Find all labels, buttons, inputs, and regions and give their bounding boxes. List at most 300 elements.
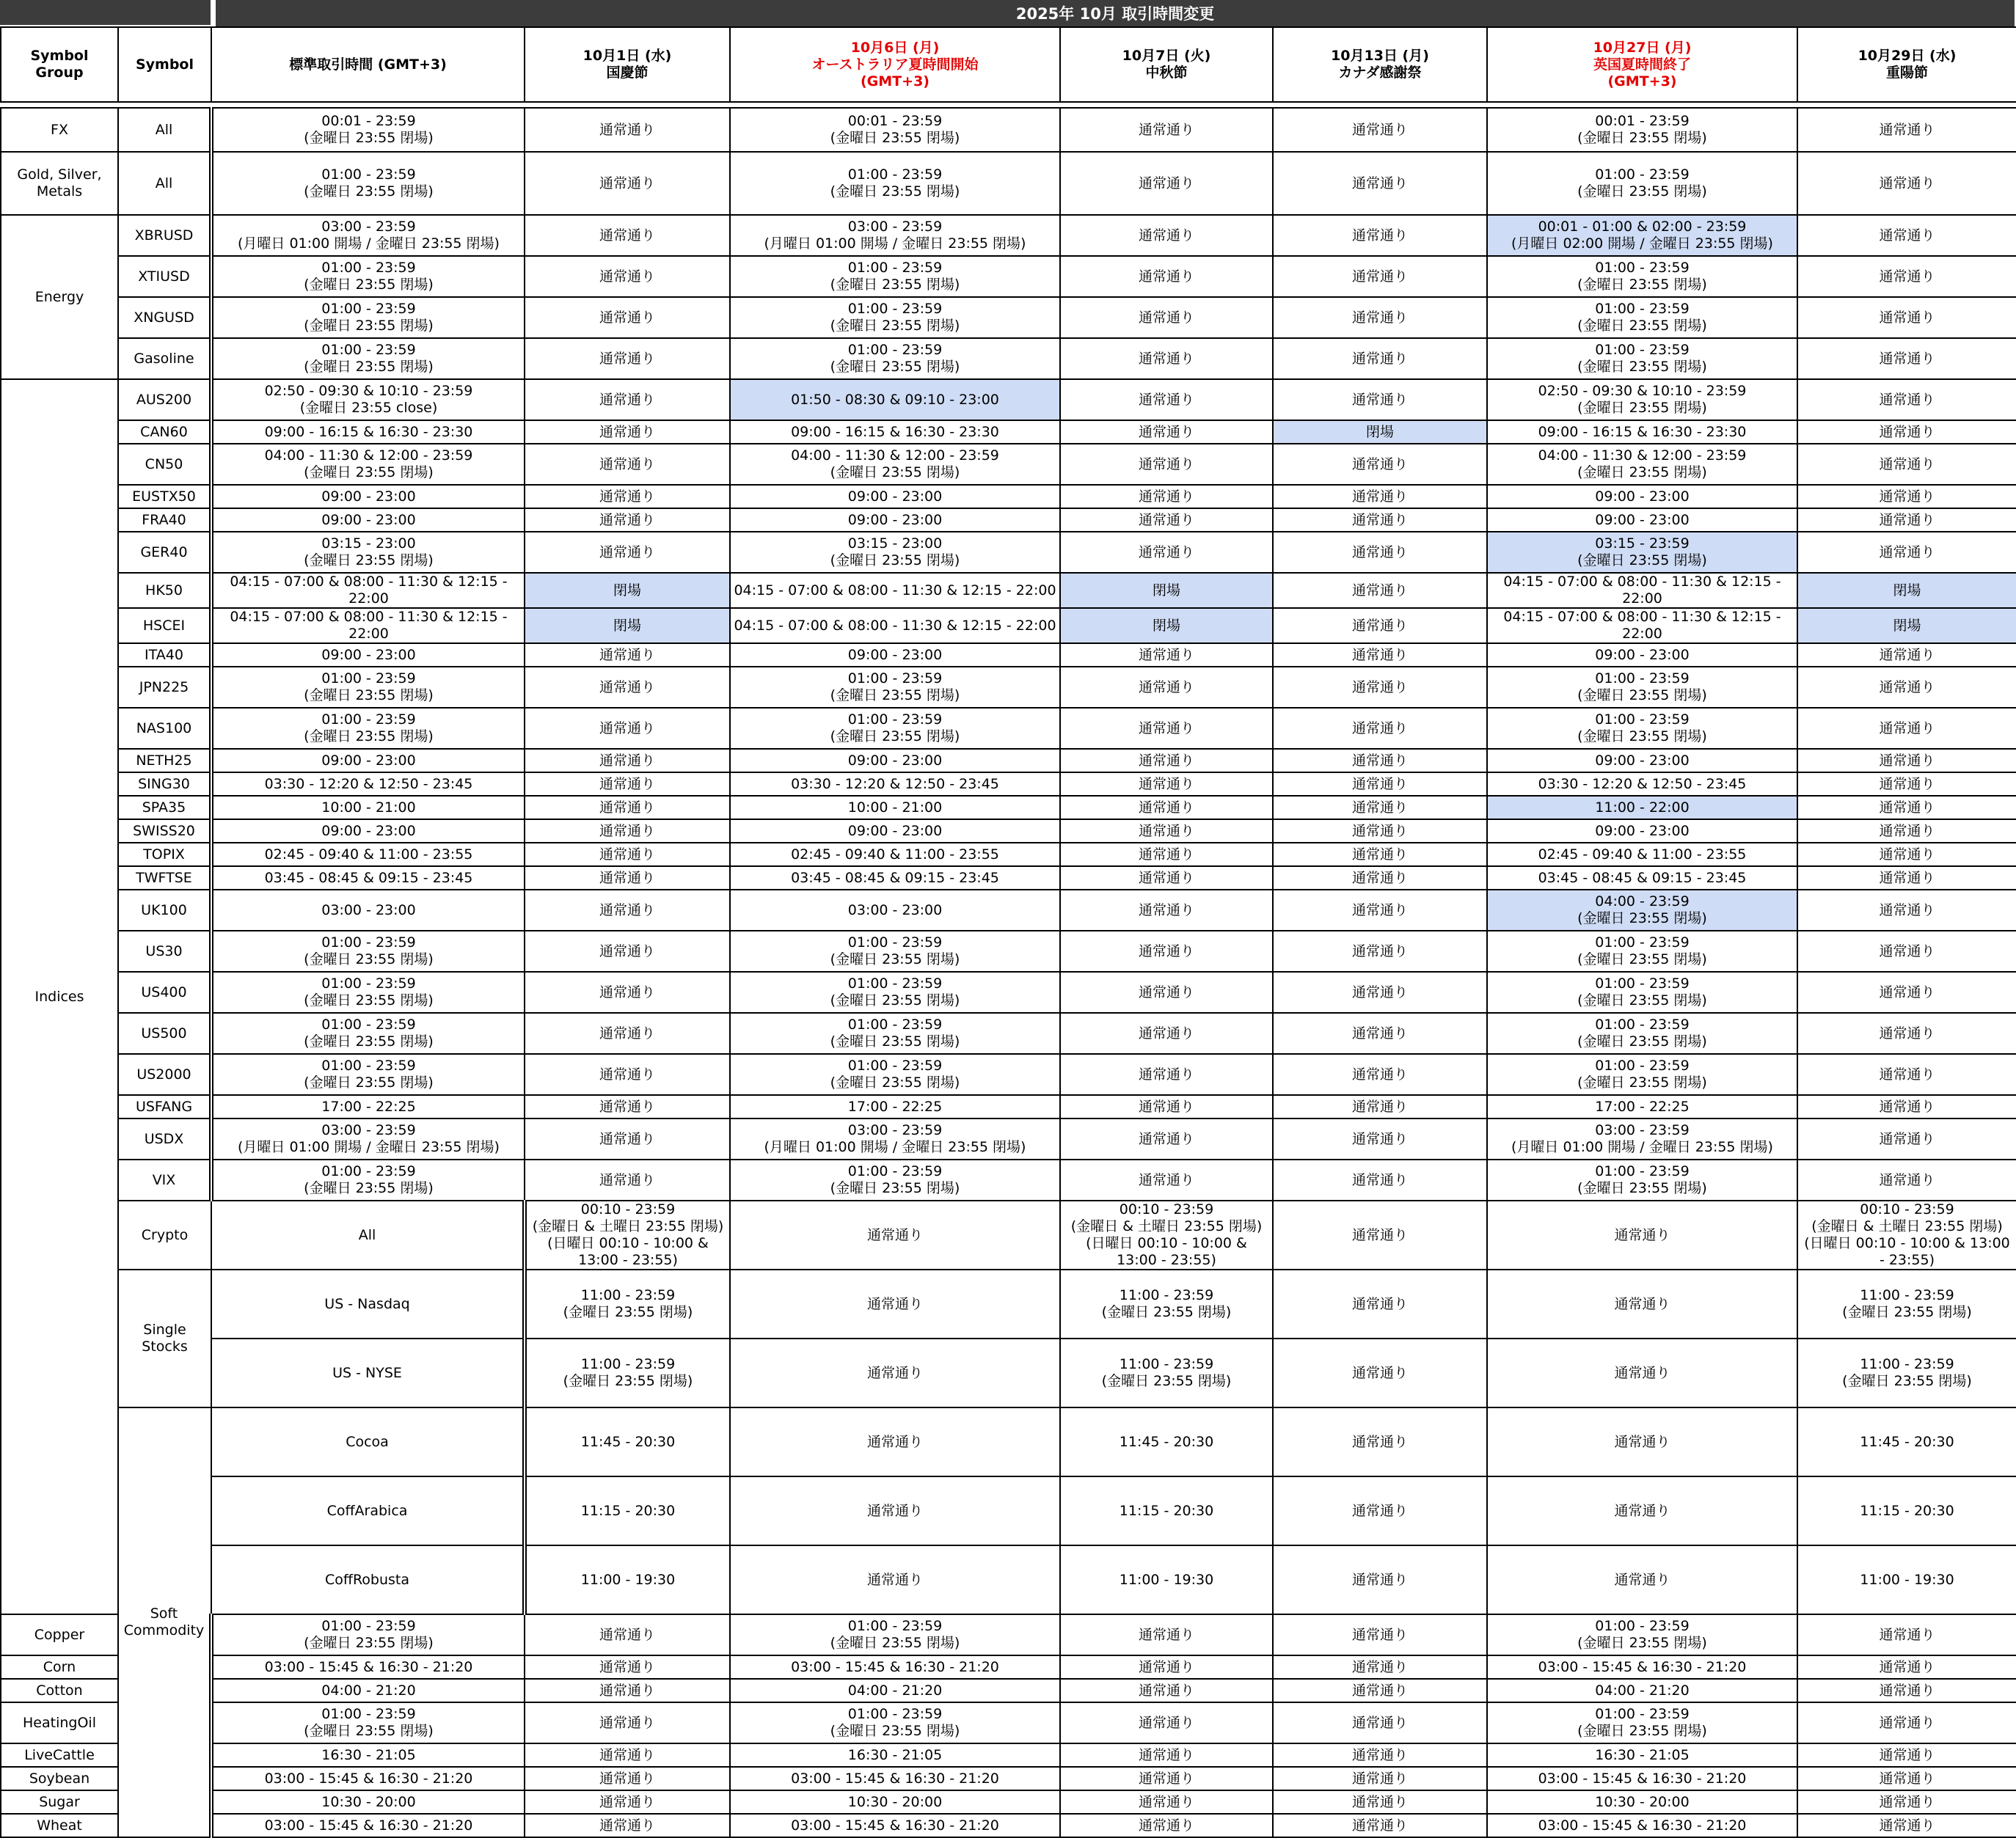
oct1-hours-cell: 通常通り	[525, 972, 730, 1013]
oct7-hours-cell: 通常通り	[1273, 1270, 1487, 1339]
standard-hours-cell: 01:00 - 23:59 (金曜日 23:55 閉場)	[211, 1614, 525, 1655]
oct1-hours-cell: 通常通り	[525, 444, 730, 485]
symbol-group-cell: Indices	[1, 379, 118, 1614]
table-row	[1, 256, 2016, 297]
standard-hours-cell: 11:00 - 23:59 (金曜日 23:55 閉場)	[525, 1339, 730, 1407]
symbol-cell: All	[211, 1201, 525, 1270]
oct29-hours-cell: 閉場	[1797, 573, 2016, 608]
oct1-hours-cell: 通常通り	[525, 890, 730, 931]
oct29-hours-cell: 通常通り	[1797, 1790, 2016, 1814]
oct7-hours-cell: 通常通り	[1060, 1054, 1273, 1095]
oct7-hours-cell: 通常通り	[1060, 297, 1273, 338]
oct7-hours-cell: 通常通り	[1060, 1160, 1273, 1201]
oct7-hours-cell: 通常通り	[1060, 643, 1273, 667]
oct13-hours-cell: 通常通り	[1273, 256, 1487, 297]
oct7-hours-cell: 通常通り	[1060, 749, 1273, 772]
oct7-hours-cell: 通常通り	[1060, 667, 1273, 708]
table-row	[1, 1201, 2016, 1270]
oct13-hours-cell: 通常通り	[1273, 1767, 1487, 1790]
standard-hours-cell: 16:30 - 21:05	[211, 1743, 525, 1767]
oct7-hours-cell: 通常通り	[1060, 1118, 1273, 1160]
standard-hours-cell: 03:00 - 23:59 (月曜日 01:00 開場 / 金曜日 23:55 閉場)	[211, 1118, 525, 1160]
oct13-hours-cell: 通常通り	[1273, 1013, 1487, 1054]
oct7-hours-cell: 通常通り	[1060, 152, 1273, 215]
table-row	[1, 1767, 2016, 1790]
oct1-hours-cell: 通常通り	[525, 1013, 730, 1054]
header-oct27: 10月27日 (月) 英国夏時間終了 (GMT+3)	[1487, 27, 1797, 102]
oct1-hours-cell: 通常通り	[525, 1767, 730, 1790]
standard-hours-cell: 01:00 - 23:59 (金曜日 23:55 閉場)	[211, 152, 525, 215]
oct1-hours-cell: 通常通り	[525, 772, 730, 796]
oct27-hours-cell: 03:00 - 15:45 & 16:30 - 21:20	[1487, 1814, 1797, 1837]
oct1-hours-cell: 通常通り	[525, 1118, 730, 1160]
oct1-hours-cell: 通常通り	[525, 215, 730, 256]
oct6-hours-cell: 09:00 - 23:00	[730, 819, 1060, 843]
oct7-hours-cell: 通常通り	[1060, 1814, 1273, 1837]
oct29-hours-cell: 通常通り	[1797, 843, 2016, 866]
oct1-hours-cell: 通常通り	[525, 379, 730, 420]
symbol-cell: NETH25	[118, 749, 211, 772]
oct1-hours-cell: 通常通り	[525, 1160, 730, 1201]
oct27-hours-cell: 00:01 - 01:00 & 02:00 - 23:59 (月曜日 02:00 開場 / 金曜日 23:55 閉場)	[1487, 215, 1797, 256]
oct7-hours-cell: 通常通り	[1060, 931, 1273, 972]
oct6-hours-cell: 03:00 - 23:59 (月曜日 01:00 開場 / 金曜日 23:55 閉場)	[730, 215, 1060, 256]
standard-hours-cell: 03:45 - 08:45 & 09:15 - 23:45	[211, 866, 525, 890]
oct6-hours-cell: 16:30 - 21:05	[730, 1743, 1060, 1767]
standard-hours-cell: 03:00 - 15:45 & 16:30 - 21:20	[211, 1655, 525, 1679]
oct7-hours-cell: 通常通り	[1273, 1339, 1487, 1407]
oct13-hours-cell: 通常通り	[1273, 843, 1487, 866]
oct29-hours-cell: 通常通り	[1797, 1614, 2016, 1655]
symbol-cell: HSCEI	[118, 608, 211, 643]
oct13-hours-cell: 通常通り	[1273, 1790, 1487, 1814]
oct13-hours-cell: 通常通り	[1273, 1160, 1487, 1201]
oct7-hours-cell: 通常通り	[1060, 972, 1273, 1013]
table-row	[1, 819, 2016, 843]
symbol-cell: US500	[118, 1013, 211, 1054]
symbol-cell: SPA35	[118, 796, 211, 819]
oct1-hours-cell: 通常通り	[525, 1790, 730, 1814]
symbol-cell: CAN60	[118, 420, 211, 444]
oct7-hours-cell: 通常通り	[1060, 1679, 1273, 1702]
oct1-hours-cell: 通常通り	[525, 1679, 730, 1702]
oct7-hours-cell: 通常通り	[1060, 485, 1273, 508]
oct1-hours-cell: 通常通り	[525, 256, 730, 297]
standard-hours-cell: 01:00 - 23:59 (金曜日 23:55 閉場)	[211, 708, 525, 749]
oct29-hours-cell: 通常通り	[1797, 420, 2016, 444]
oct27-hours-cell: 03:00 - 15:45 & 16:30 - 21:20	[1487, 1767, 1797, 1790]
oct6-hours-cell: 09:00 - 23:00	[730, 485, 1060, 508]
oct13-hours-cell: 通常通り	[1273, 890, 1487, 931]
oct13-hours-cell: 通常通り	[1273, 532, 1487, 573]
oct29-hours-cell: 通常通り	[1797, 796, 2016, 819]
symbol-cell: EUSTX50	[118, 485, 211, 508]
oct7-hours-cell: 通常通り	[1060, 1702, 1273, 1743]
standard-hours-cell: 03:00 - 23:00	[211, 890, 525, 931]
standard-hours-cell: 03:15 - 23:00 (金曜日 23:55 閉場)	[211, 532, 525, 573]
oct1-hours-cell: 通常通り	[525, 796, 730, 819]
oct13-hours-cell: 通常通り	[1273, 1702, 1487, 1743]
table-row	[1, 708, 2016, 749]
oct6-hours-cell: 11:00 - 19:30	[1060, 1545, 1273, 1614]
symbol-cell: CoffArabica	[211, 1476, 525, 1545]
oct6-hours-cell: 01:00 - 23:59 (金曜日 23:55 閉場)	[730, 1054, 1060, 1095]
oct27-hours-cell: 00:10 - 23:59 (金曜日 & 土曜日 23:55 閉場) (日曜日 00:10 - 10:00 & 13:00 - 23:55)	[1797, 1201, 2016, 1270]
oct27-hours-cell: 11:00 - 22:00	[1487, 796, 1797, 819]
table-row	[1, 1790, 2016, 1814]
symbol-cell: LiveCattle	[1, 1743, 118, 1767]
oct27-hours-cell: 03:15 - 23:59 (金曜日 23:55 閉場)	[1487, 532, 1797, 573]
oct27-hours-cell: 01:00 - 23:59 (金曜日 23:55 閉場)	[1487, 256, 1797, 297]
oct27-hours-cell: 01:00 - 23:59 (金曜日 23:55 閉場)	[1487, 1054, 1797, 1095]
oct1-hours-cell: 通常通り	[525, 1814, 730, 1837]
symbol-cell: NAS100	[118, 708, 211, 749]
oct7-hours-cell: 通常通り	[1060, 1095, 1273, 1118]
standard-hours-cell: 03:00 - 15:45 & 16:30 - 21:20	[211, 1814, 525, 1837]
oct6-hours-cell: 11:00 - 23:59 (金曜日 23:55 閉場)	[1060, 1339, 1273, 1407]
table-row	[1, 1702, 2016, 1743]
oct6-hours-cell: 01:50 - 08:30 & 09:10 - 23:00	[730, 379, 1060, 420]
header-oct7: 10月7日 (火) 中秋節	[1060, 27, 1273, 102]
oct7-hours-cell: 通常通り	[1060, 1013, 1273, 1054]
oct13-hours-cell: 通常通り	[1273, 1655, 1487, 1679]
oct13-hours-cell: 通常通り	[1273, 444, 1487, 485]
trading-hours-table	[0, 26, 2016, 1838]
oct13-hours-cell: 通常通り	[1273, 1743, 1487, 1767]
oct13-hours-cell: 通常通り	[1273, 608, 1487, 643]
oct27-hours-cell: 03:45 - 08:45 & 09:15 - 23:45	[1487, 866, 1797, 890]
table-row	[1, 1476, 2016, 1545]
standard-hours-cell: 01:00 - 23:59 (金曜日 23:55 閉場)	[211, 256, 525, 297]
oct27-hours-cell: 11:00 - 23:59 (金曜日 23:55 閉場)	[1797, 1339, 2016, 1407]
symbol-cell: HeatingOil	[1, 1702, 118, 1743]
table-row	[1, 379, 2016, 420]
oct13-hours-cell: 通常通り	[1273, 379, 1487, 420]
header-oct29: 10月29日 (水) 重陽節	[1797, 27, 2016, 102]
header-oct1: 10月1日 (水) 国慶節	[525, 27, 730, 102]
standard-hours-cell: 01:00 - 23:59 (金曜日 23:55 閉場)	[211, 1013, 525, 1054]
oct29-hours-cell: 通常通り	[1797, 508, 2016, 532]
symbol-cell: USFANG	[118, 1095, 211, 1118]
oct1-hours-cell: 通常通り	[525, 1614, 730, 1655]
oct6-hours-cell: 01:00 - 23:59 (金曜日 23:55 閉場)	[730, 256, 1060, 297]
oct6-hours-cell: 03:00 - 15:45 & 16:30 - 21:20	[730, 1814, 1060, 1837]
oct7-hours-cell: 通常通り	[1060, 819, 1273, 843]
symbol-cell: FRA40	[118, 508, 211, 532]
oct7-hours-cell: 通常通り	[1060, 420, 1273, 444]
oct27-hours-cell: 09:00 - 23:00	[1487, 643, 1797, 667]
standard-hours-cell: 01:00 - 23:59 (金曜日 23:55 閉場)	[211, 667, 525, 708]
oct1-hours-cell: 通常通り	[525, 1702, 730, 1743]
standard-hours-cell: 09:00 - 16:15 & 16:30 - 23:30	[211, 420, 525, 444]
oct29-hours-cell: 通常通り	[1797, 749, 2016, 772]
oct6-hours-cell: 01:00 - 23:59 (金曜日 23:55 閉場)	[730, 297, 1060, 338]
standard-hours-cell: 11:00 - 19:30	[525, 1545, 730, 1614]
oct29-hours-cell: 通常通り	[1797, 108, 2016, 152]
standard-hours-cell: 01:00 - 23:59 (金曜日 23:55 閉場)	[211, 972, 525, 1013]
oct6-hours-cell: 17:00 - 22:25	[730, 1095, 1060, 1118]
standard-hours-cell: 09:00 - 23:00	[211, 819, 525, 843]
oct27-hours-cell: 09:00 - 16:15 & 16:30 - 23:30	[1487, 420, 1797, 444]
oct7-hours-cell: 通常通り	[1060, 108, 1273, 152]
oct1-hours-cell: 通常通り	[525, 1095, 730, 1118]
oct27-hours-cell: 02:50 - 09:30 & 10:10 - 23:59 (金曜日 23:55 閉場)	[1487, 379, 1797, 420]
oct27-hours-cell: 01:00 - 23:59 (金曜日 23:55 閉場)	[1487, 667, 1797, 708]
oct27-hours-cell: 03:30 - 12:20 & 12:50 - 23:45	[1487, 772, 1797, 796]
symbol-cell: Corn	[1, 1655, 118, 1679]
table-row	[1, 1339, 2016, 1407]
oct6-hours-cell: 09:00 - 23:00	[730, 749, 1060, 772]
table-row	[1, 485, 2016, 508]
oct13-hours-cell: 通常通り	[1273, 215, 1487, 256]
table-row	[1, 1013, 2016, 1054]
oct7-hours-cell: 通常通り	[1060, 843, 1273, 866]
table-row	[1, 772, 2016, 796]
symbol-group-cell: FX	[1, 108, 118, 152]
oct29-hours-cell: 通常通り	[1797, 931, 2016, 972]
oct1-hours-cell: 通常通り	[525, 508, 730, 532]
standard-hours-cell: 11:15 - 20:30	[525, 1476, 730, 1545]
oct13-hours-cell: 通常通り	[1273, 152, 1487, 215]
oct6-hours-cell: 00:10 - 23:59 (金曜日 & 土曜日 23:55 閉場) (日曜日 00:10 - 10:00 & 13:00 - 23:55)	[1060, 1201, 1273, 1270]
symbol-group-cell: Single Stocks	[118, 1270, 211, 1407]
standard-hours-cell: 01:00 - 23:59 (金曜日 23:55 閉場)	[211, 1160, 525, 1201]
symbol-cell: AUS200	[118, 379, 211, 420]
symbol-group-cell: Gold, Silver, Metals	[1, 152, 118, 215]
oct29-hours-cell: 通常通り	[1797, 667, 2016, 708]
standard-hours-cell: 00:01 - 23:59 (金曜日 23:55 閉場)	[211, 108, 525, 152]
table-row	[1, 338, 2016, 379]
oct13-hours-cell: 通常通り	[1273, 708, 1487, 749]
table-row	[1, 643, 2016, 667]
standard-hours-cell: 01:00 - 23:59 (金曜日 23:55 閉場)	[211, 1702, 525, 1743]
standard-hours-cell: 01:00 - 23:59 (金曜日 23:55 閉場)	[211, 1054, 525, 1095]
oct27-hours-cell: 16:30 - 21:05	[1487, 1743, 1797, 1767]
oct1-hours-cell: 通常通り	[525, 843, 730, 866]
oct1-hours-cell: 通常通り	[730, 1339, 1060, 1407]
oct1-hours-cell: 通常通り	[525, 420, 730, 444]
table-row	[1, 508, 2016, 532]
oct29-hours-cell: 通常通り	[1797, 1160, 2016, 1201]
oct1-hours-cell: 通常通り	[525, 1743, 730, 1767]
symbol-group-cell: Crypto	[118, 1201, 211, 1270]
oct1-hours-cell: 通常通り	[525, 866, 730, 890]
oct7-hours-cell: 通常通り	[1060, 708, 1273, 749]
header-oct6: 10月6日 (月) オーストラリア夏時間開始 (GMT+3)	[730, 27, 1060, 102]
oct29-hours-cell: 通常通り	[1797, 1655, 2016, 1679]
oct7-hours-cell: 通常通り	[1060, 508, 1273, 532]
oct6-hours-cell: 09:00 - 16:15 & 16:30 - 23:30	[730, 420, 1060, 444]
table-row	[1, 1743, 2016, 1767]
oct29-hours-cell: 通常通り	[1797, 152, 2016, 215]
header-row	[1, 27, 2016, 102]
oct13-hours-cell: 通常通り	[1273, 667, 1487, 708]
oct29-hours-cell: 通常通り	[1797, 1767, 2016, 1790]
oct7-hours-cell: 通常通り	[1060, 379, 1273, 420]
table-row	[1, 1095, 2016, 1118]
oct13-hours-cell: 通常通り	[1273, 485, 1487, 508]
oct1-hours-cell: 通常通り	[525, 532, 730, 573]
table-row	[1, 843, 2016, 866]
oct27-hours-cell: 04:00 - 21:20	[1487, 1679, 1797, 1702]
oct7-hours-cell: 通常通り	[1060, 1790, 1273, 1814]
header-symbol-group: Symbol Group	[1, 27, 118, 102]
oct29-hours-cell: 通常通り	[1797, 1702, 2016, 1743]
oct13-hours-cell: 通常通り	[1273, 573, 1487, 608]
standard-hours-cell: 17:00 - 22:25	[211, 1095, 525, 1118]
oct13-hours-cell: 通常通り	[1273, 772, 1487, 796]
oct13-hours-cell: 通常通り	[1273, 1679, 1487, 1702]
table-row	[1, 1545, 2016, 1614]
table-row	[1, 931, 2016, 972]
oct1-hours-cell: 通常通り	[525, 667, 730, 708]
oct29-hours-cell: 通常通り	[1797, 444, 2016, 485]
oct27-hours-cell: 09:00 - 23:00	[1487, 485, 1797, 508]
oct6-hours-cell: 01:00 - 23:59 (金曜日 23:55 閉場)	[730, 667, 1060, 708]
symbol-cell: XBRUSD	[118, 215, 211, 256]
table-row	[1, 297, 2016, 338]
oct7-hours-cell: 通常通り	[1060, 256, 1273, 297]
table-row	[1, 866, 2016, 890]
oct7-hours-cell: 通常通り	[1060, 796, 1273, 819]
oct27-hours-cell: 01:00 - 23:59 (金曜日 23:55 閉場)	[1487, 1160, 1797, 1201]
symbol-cell: TOPIX	[118, 843, 211, 866]
symbol-cell: ITA40	[118, 643, 211, 667]
table-row	[1, 532, 2016, 573]
oct7-hours-cell: 閉場	[1060, 608, 1273, 643]
standard-hours-cell: 09:00 - 23:00	[211, 508, 525, 532]
oct6-hours-cell: 00:01 - 23:59 (金曜日 23:55 閉場)	[730, 108, 1060, 152]
oct1-hours-cell: 通常通り	[730, 1476, 1060, 1545]
table-row	[1, 1118, 2016, 1160]
oct27-hours-cell: 01:00 - 23:59 (金曜日 23:55 閉場)	[1487, 338, 1797, 379]
oct27-hours-cell: 04:15 - 07:00 & 08:00 - 11:30 & 12:15 - 22:00	[1487, 608, 1797, 643]
oct27-hours-cell: 02:45 - 09:40 & 11:00 - 23:55	[1487, 843, 1797, 866]
oct29-hours-cell: 通常通り	[1797, 338, 2016, 379]
oct1-hours-cell: 通常通り	[525, 485, 730, 508]
oct29-hours-cell: 通常通り	[1797, 297, 2016, 338]
symbol-cell: Gasoline	[118, 338, 211, 379]
header-standard-hours: 標準取引時間 (GMT+3)	[211, 27, 525, 102]
oct1-hours-cell: 通常通り	[525, 1054, 730, 1095]
oct29-hours-cell: 通常通り	[1797, 890, 2016, 931]
symbol-cell: CoffRobusta	[211, 1545, 525, 1614]
standard-hours-cell: 03:30 - 12:20 & 12:50 - 23:45	[211, 772, 525, 796]
oct27-hours-cell: 01:00 - 23:59 (金曜日 23:55 閉場)	[1487, 1702, 1797, 1743]
table-row	[1, 796, 2016, 819]
oct7-hours-cell: 通常通り	[1273, 1545, 1487, 1614]
oct13-hours-cell: 閉場	[1273, 420, 1487, 444]
oct6-hours-cell: 01:00 - 23:59 (金曜日 23:55 閉場)	[730, 1614, 1060, 1655]
oct7-hours-cell: 通常通り	[1060, 444, 1273, 485]
oct1-hours-cell: 通常通り	[525, 819, 730, 843]
symbol-cell: US - NYSE	[211, 1339, 525, 1407]
oct27-hours-cell: 03:00 - 23:59 (月曜日 01:00 開場 / 金曜日 23:55 閉場)	[1487, 1118, 1797, 1160]
standard-hours-cell: 09:00 - 23:00	[211, 749, 525, 772]
oct1-hours-cell: 通常通り	[525, 643, 730, 667]
oct6-hours-cell: 09:00 - 23:00	[730, 508, 1060, 532]
symbol-cell: Cotton	[1, 1679, 118, 1702]
oct1-hours-cell: 通常通り	[525, 1655, 730, 1679]
table-row	[1, 1814, 2016, 1837]
oct6-hours-cell: 03:00 - 23:59 (月曜日 01:00 開場 / 金曜日 23:55 閉場)	[730, 1118, 1060, 1160]
standard-hours-cell: 04:00 - 11:30 & 12:00 - 23:59 (金曜日 23:55 閉場)	[211, 444, 525, 485]
oct13-hours-cell: 通常通り	[1273, 338, 1487, 379]
symbol-cell: JPN225	[118, 667, 211, 708]
table-row	[1, 444, 2016, 485]
oct6-hours-cell: 03:00 - 23:00	[730, 890, 1060, 931]
oct27-hours-cell: 11:45 - 20:30	[1797, 1407, 2016, 1476]
oct27-hours-cell: 09:00 - 23:00	[1487, 749, 1797, 772]
table-row	[1, 972, 2016, 1013]
oct13-hours-cell: 通常通り	[1273, 1054, 1487, 1095]
standard-hours-cell: 09:00 - 23:00	[211, 643, 525, 667]
oct7-hours-cell: 通常通り	[1060, 1767, 1273, 1790]
oct6-hours-cell: 03:45 - 08:45 & 09:15 - 23:45	[730, 866, 1060, 890]
oct29-hours-cell: 通常通り	[1797, 379, 2016, 420]
oct1-hours-cell: 通常通り	[730, 1407, 1060, 1476]
table-row	[1, 420, 2016, 444]
oct7-hours-cell: 通常通り	[1273, 1201, 1487, 1270]
table-row	[1, 608, 2016, 643]
oct13-hours-cell: 通常通り	[1487, 1270, 1797, 1339]
table-row	[1, 890, 2016, 931]
standard-hours-cell: 09:00 - 23:00	[211, 485, 525, 508]
oct27-hours-cell: 09:00 - 23:00	[1487, 508, 1797, 532]
oct29-hours-cell: 通常通り	[1797, 1679, 2016, 1702]
oct27-hours-cell: 00:01 - 23:59 (金曜日 23:55 閉場)	[1487, 108, 1797, 152]
standard-hours-cell: 01:00 - 23:59 (金曜日 23:55 閉場)	[211, 297, 525, 338]
header-oct13: 10月13日 (月) カナダ感謝祭	[1273, 27, 1487, 102]
standard-hours-cell: 10:00 - 21:00	[211, 796, 525, 819]
table-row	[1, 1160, 2016, 1201]
oct13-hours-cell: 通常通り	[1273, 796, 1487, 819]
oct6-hours-cell: 01:00 - 23:59 (金曜日 23:55 閉場)	[730, 152, 1060, 215]
table-row	[1, 573, 2016, 608]
oct6-hours-cell: 04:00 - 11:30 & 12:00 - 23:59 (金曜日 23:55 閉場)	[730, 444, 1060, 485]
symbol-cell: XTIUSD	[118, 256, 211, 297]
table-row	[1, 1614, 2016, 1655]
oct29-hours-cell: 通常通り	[1797, 643, 2016, 667]
oct7-hours-cell: 通常通り	[1060, 215, 1273, 256]
oct7-hours-cell: 通常通り	[1273, 1476, 1487, 1545]
oct29-hours-cell: 通常通り	[1797, 1054, 2016, 1095]
oct27-hours-cell: 01:00 - 23:59 (金曜日 23:55 閉場)	[1487, 708, 1797, 749]
oct6-hours-cell: 01:00 - 23:59 (金曜日 23:55 閉場)	[730, 1160, 1060, 1201]
oct7-hours-cell: 通常通り	[1060, 338, 1273, 379]
oct6-hours-cell: 01:00 - 23:59 (金曜日 23:55 閉場)	[730, 931, 1060, 972]
symbol-cell: VIX	[118, 1160, 211, 1201]
oct1-hours-cell: 通常通り	[730, 1201, 1060, 1270]
oct6-hours-cell: 01:00 - 23:59 (金曜日 23:55 閉場)	[730, 1702, 1060, 1743]
table-row	[1, 1054, 2016, 1095]
oct13-hours-cell: 通常通り	[1273, 108, 1487, 152]
oct6-hours-cell: 03:30 - 12:20 & 12:50 - 23:45	[730, 772, 1060, 796]
standard-hours-cell: 11:45 - 20:30	[525, 1407, 730, 1476]
symbol-cell: All	[118, 108, 211, 152]
oct6-hours-cell: 03:00 - 15:45 & 16:30 - 21:20	[730, 1767, 1060, 1790]
symbol-cell: CN50	[118, 444, 211, 485]
oct6-hours-cell: 10:00 - 21:00	[730, 796, 1060, 819]
oct13-hours-cell: 通常通り	[1487, 1339, 1797, 1407]
oct1-hours-cell: 通常通り	[525, 108, 730, 152]
oct29-hours-cell: 通常通り	[1797, 972, 2016, 1013]
standard-hours-cell: 02:50 - 09:30 & 10:10 - 23:59 (金曜日 23:55 close)	[211, 379, 525, 420]
oct27-hours-cell: 04:15 - 07:00 & 08:00 - 11:30 & 12:15 - 22:00	[1487, 573, 1797, 608]
oct27-hours-cell: 11:00 - 19:30	[1797, 1545, 2016, 1614]
oct27-hours-cell: 17:00 - 22:25	[1487, 1095, 1797, 1118]
oct27-hours-cell: 10:30 - 20:00	[1487, 1790, 1797, 1814]
